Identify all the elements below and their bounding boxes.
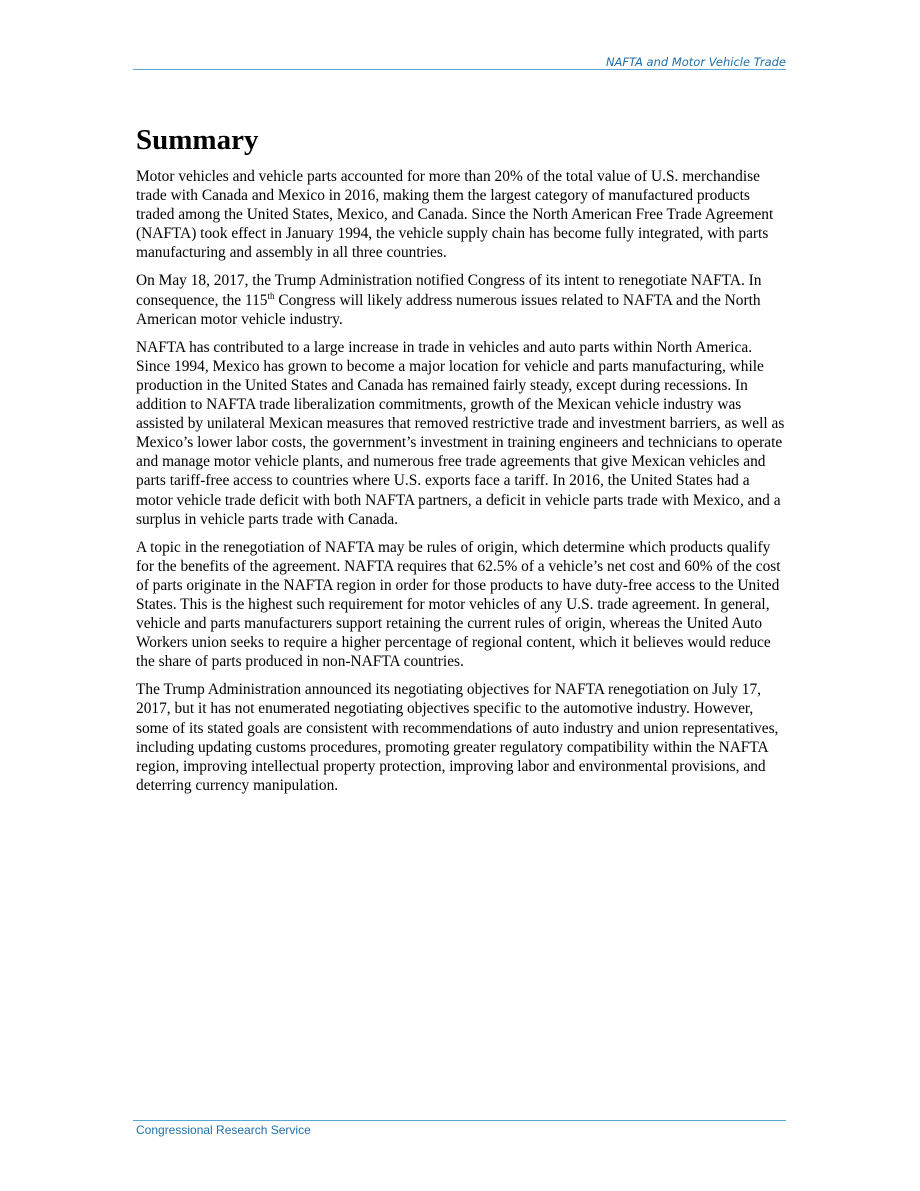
paragraph-5: The Trump Administration announced its negotiating objectives for NAFTA renegotiation on July 17, 2017, but it has not enumerated negotiating objectives specific to the automotive industry. However, some of its stated goals are consistent with recommendations of auto industry and union representatives, including updating customs procedures, promoting greater regulatory compatibility within the NAFTA region, improving intellectual property protection, improving labor and environmental provisions, and deterring currency manipulation. <box>136 681 779 794</box>
header-rule <box>133 69 786 70</box>
paragraph-2-text-b: Congress will likely address numerous issues related to NAFTA and the North American motor vehicle industry. <box>136 291 761 328</box>
paragraph-2-text-a: On May 18, 2017, the Trump Administration notified Congress of its intent to renegotiate NAFTA. In consequence, the 115 <box>136 272 762 309</box>
paragraph-2 <box>136 271 788 328</box>
paragraph-3: NAFTA has contributed to a large increase in trade in vehicles and auto parts within North America. Since 1994, Mexico has grown to become a major location for vehicle and parts manufacturing, while production in the United States and Canada has remained fairly steady, except during recessions. In addition to NAFTA trade liberalization commitments, growth of the Mexican vehicle industry was assisted by unilateral Mexican measures that removed restrictive trade and investment barriers, as well as Mexico’s lower labor costs, the government’s investment in training engineers and technicians to operate and manage motor vehicle plants, and numerous free trade agreements that give Mexican vehicles and parts tariff-free access to countries where U.S. exports face a tariff. In 2016, the United States had a motor vehicle trade deficit with both NAFTA partners, a deficit in vehicle parts trade with Mexico, and a surplus in vehicle parts trade with Canada. <box>136 338 785 528</box>
section-heading: Summary <box>136 124 259 156</box>
paragraph-4: A topic in the renegotiation of NAFTA may be rules of origin, which determine which products qualify for the benefits of the agreement. NAFTA requires that 62.5% of a vehicle’s net cost and 60% of the cost of parts originate in the NAFTA region in order for those products to have duty-free access to the United States. This is the highest such requirement for motor vehicles of any U.S. trade agreement. In general, vehicle and parts manufacturers support retaining the current rules of origin, whereas the United Auto Workers union seeks to require a higher percentage of regional content, which it believes would reduce the share of parts produced in non-NAFTA countries. <box>136 538 781 671</box>
footer-organization: Congressional Research Service <box>136 1123 311 1137</box>
footer-rule <box>133 1120 786 1121</box>
running-header-title: NAFTA and Motor Vehicle Trade <box>605 55 786 69</box>
paragraph-1: Motor vehicles and vehicle parts accounted for more than 20% of the total value of U.S. merchandise trade with Canada and Mexico in 2016, making them the largest category of manufactured products traded among the United States, Mexico, and Canada. Since the North American Free Trade Agreement (NAFTA) took effect in January 1994, the vehicle supply chain has become fully integrated, with parts manufacturing and assembly in all three countries. <box>136 168 774 262</box>
page-body <box>136 122 788 804</box>
ordinal-suffix: th <box>267 290 275 301</box>
